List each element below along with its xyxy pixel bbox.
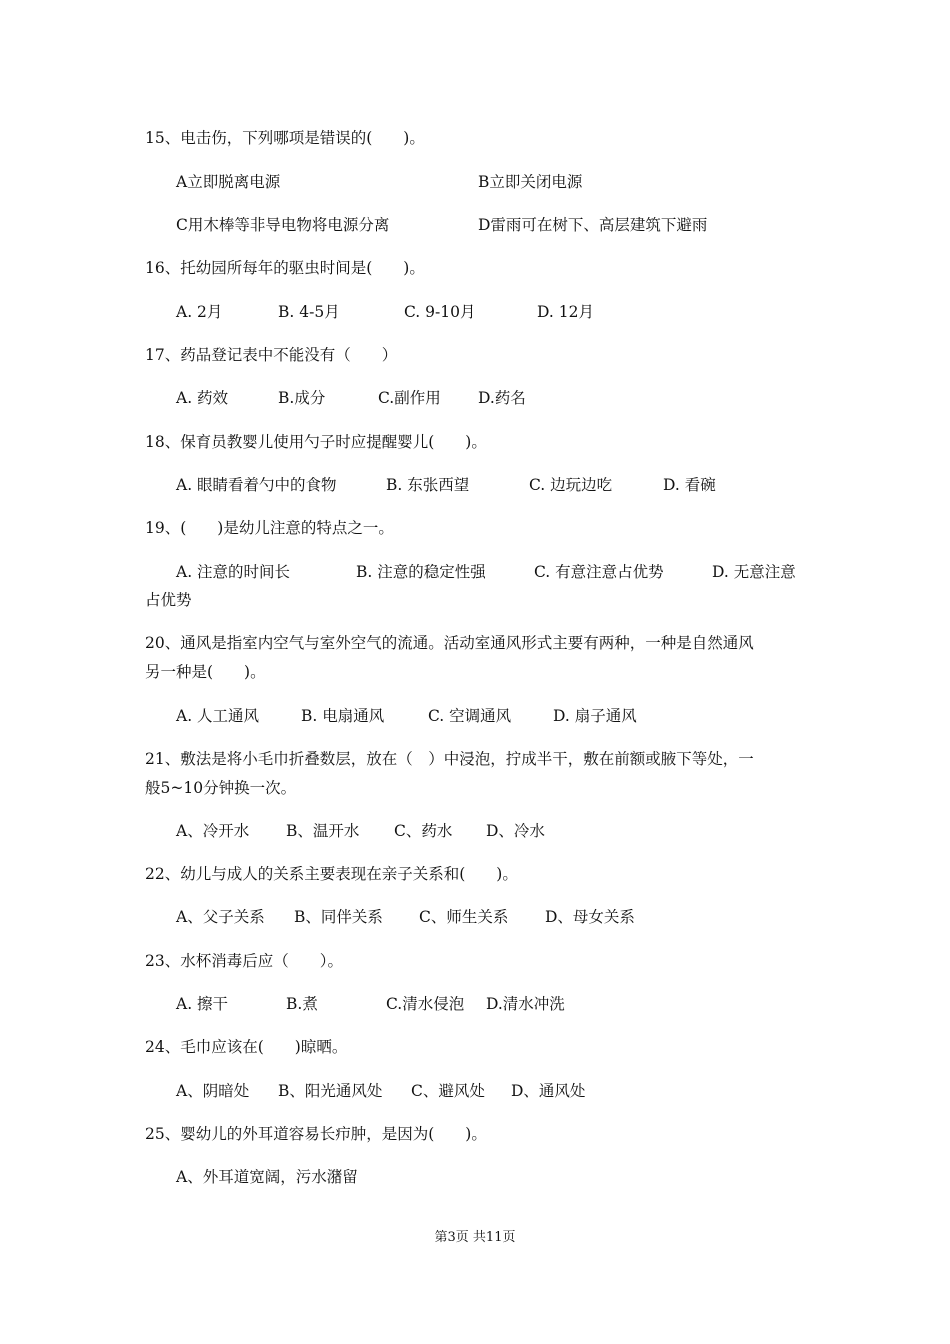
option: C、药水	[394, 822, 453, 840]
question-stem: 21、敷法是将小毛巾折叠数层，放在（ ）中浸泡，拧成半干，敷在前额或腋下等处，一	[145, 750, 754, 768]
option: D雷雨可在树下、高层建筑下避雨	[478, 216, 708, 234]
option: C用木棒等非导电物将电源分离	[176, 216, 390, 234]
question-stem: 20、通风是指室内空气与室外空气的流通。活动室通风形式主要有两种，一种是自然通风	[145, 634, 754, 652]
option: D、冷水	[486, 822, 545, 840]
option: B. 注意的稳定性强	[356, 563, 486, 581]
option-continued: 占优势	[145, 591, 192, 609]
option: B. 4-5月	[278, 303, 340, 321]
option: D. 无意注意	[712, 563, 796, 581]
option: B立即关闭电源	[478, 173, 583, 191]
question-stem: 23、水杯消毒后应（ ）。	[145, 952, 343, 970]
option: D、通风处	[511, 1082, 586, 1100]
option: B. 电扇通风	[301, 707, 385, 725]
question-stem-continued: 另一种是( )。	[145, 663, 266, 681]
option: D. 看碗	[663, 476, 716, 494]
option: B. 东张西望	[386, 476, 470, 494]
option: A. 眼睛看着勺中的食物	[176, 476, 337, 494]
question-stem-continued: 般5~10分钟换一次。	[145, 779, 297, 797]
option: D.药名	[478, 389, 526, 407]
option: B、同伴关系	[294, 908, 383, 926]
option: C. 有意注意占优势	[534, 563, 664, 581]
option: A、冷开水	[176, 822, 250, 840]
option: A、父子关系	[176, 908, 265, 926]
option: B.成分	[278, 389, 326, 407]
question-stem: 22、幼儿与成人的关系主要表现在亲子关系和( )。	[145, 865, 518, 883]
option: C、师生关系	[419, 908, 509, 926]
question-stem: 25、婴幼儿的外耳道容易长疖肿，是因为( )。	[145, 1125, 487, 1143]
option: A. 2月	[176, 303, 223, 321]
question-stem: 16、托幼园所每年的驱虫时间是( )。	[145, 259, 425, 277]
page-footer: 第3页 共11页	[434, 1230, 516, 1245]
option: A. 擦干	[176, 995, 229, 1013]
question-stem: 15、电击伤，下列哪项是错误的( )。	[145, 129, 425, 147]
option: D、母女关系	[545, 908, 635, 926]
option: C.副作用	[378, 389, 441, 407]
question-stem: 24、毛巾应该在( )晾晒。	[145, 1038, 348, 1056]
question-stem: 17、药品登记表中不能没有（ ）	[145, 346, 398, 364]
option: B、温开水	[286, 822, 360, 840]
option: C、避风处	[411, 1082, 485, 1100]
option: A立即脱离电源	[176, 173, 281, 191]
option: B、阳光通风处	[278, 1082, 383, 1100]
option: A. 人工通风	[176, 707, 260, 725]
option: A. 注意的时间长	[176, 563, 291, 581]
option: C. 空调通风	[428, 707, 512, 725]
option: B.煮	[286, 995, 318, 1013]
option: D. 12月	[537, 303, 594, 321]
option: A、阴暗处	[176, 1082, 250, 1100]
option: C.清水侵泡	[386, 995, 465, 1013]
option: A、外耳道宽阔，污水潴留	[176, 1168, 358, 1186]
option: D. 扇子通风	[553, 707, 637, 725]
question-stem: 19、( )是幼儿注意的特点之一。	[145, 519, 394, 537]
question-stem: 18、保育员教婴儿使用勺子时应提醒婴儿( )。	[145, 433, 487, 451]
option: C. 边玩边吃	[529, 476, 613, 494]
option: A. 药效	[176, 389, 229, 407]
option: D.清水冲洗	[486, 995, 565, 1013]
option: C. 9-10月	[404, 303, 476, 321]
